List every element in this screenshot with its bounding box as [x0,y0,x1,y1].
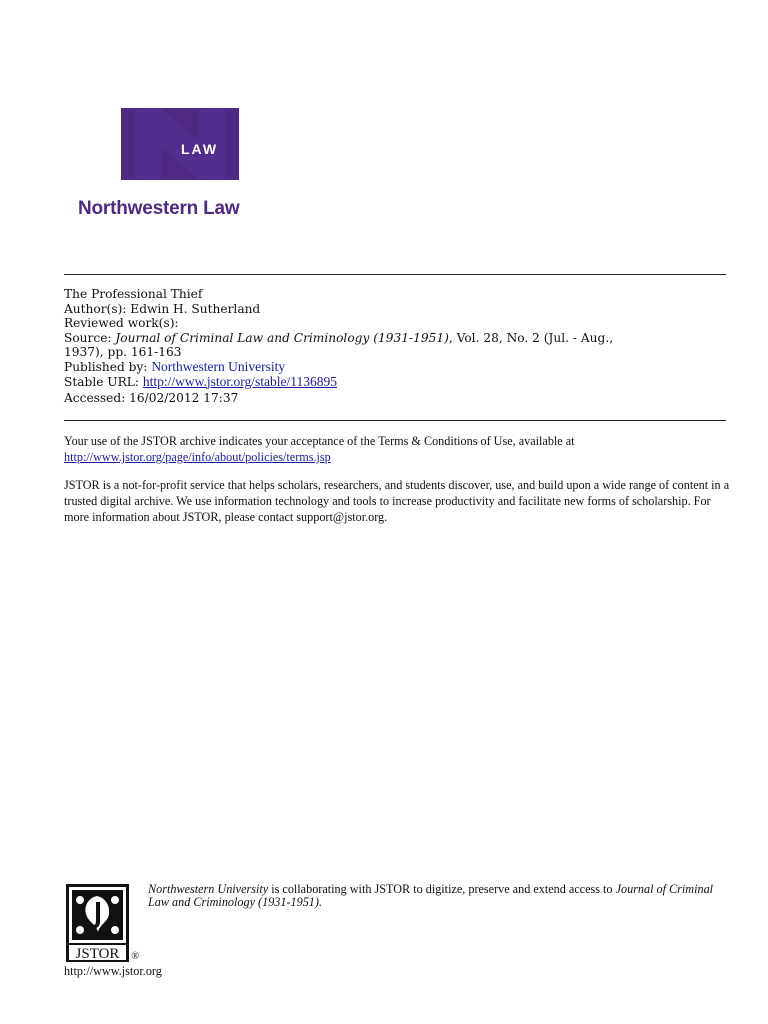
jstor-seal-logo [66,884,139,962]
terms-text: Your use of the JSTOR archive indicates your acceptance of the Terms & Conditions of Use, available at [64,434,575,448]
source-journal: Journal of Criminal Law and Criminology (1931-1951) [115,330,449,345]
collab-journal: Journal of Criminal Law and Criminology (1931-1951) [148,882,714,909]
collaboration-notice [148,883,728,908]
publisher-line [64,360,726,375]
law-mark-text: LAW [181,141,219,157]
jstor-seal-icon [66,884,129,962]
stable-url-line [64,375,726,390]
publisher-link[interactable]: Northwestern University [151,358,286,374]
collab-org: Northwestern University [148,882,269,896]
stable-url-link[interactable]: http://www.jstor.org/stable/1136895 [142,373,337,389]
source-line [64,331,726,346]
logo-wordmark: Northwestern Law [78,198,240,219]
article-authors: Author(s): Edwin H. Sutherland [64,301,261,316]
registered-mark: ® [131,951,139,962]
northwestern-law-logo [78,108,288,220]
jstor-home-link[interactable]: http://www.jstor.org [64,964,162,978]
source-pages: 1937), pp. 161-163 [64,345,182,360]
collab-end: . [318,894,323,909]
article-metadata [64,287,726,406]
terms-link[interactable]: http://www.jstor.org/page/info/about/policies/terms.jsp [64,450,331,464]
bottom-divider [64,420,726,421]
law-n-mark [121,108,239,180]
accessed-date: Accessed: 16/02/2012 17:37 [64,391,239,406]
publisher-label: Published by: [64,359,152,374]
collab-text: is collaborating with JSTOR to digitize, preserve and extend access to [268,882,616,896]
top-divider [64,274,726,275]
source-label: Source: [64,330,116,345]
article-title: The Professional Thief [64,287,203,301]
jstor-about: JSTOR is a not-for-profit service that helps scholars, researchers, and students discover, use, and build upon a wide range of content in a trusted digital archive. We use information technology and tools to increase productivity and facilitate new forms of scholarship. For more information about JSTOR, please contact support@jstor.org. [64,478,730,524]
jstor-seal-text: JSTOR [75,946,120,962]
reviewed-works: Reviewed work(s): [64,316,179,331]
terms-notice [64,433,734,465]
source-volume: , Vol. 28, No. 2 (Jul. - Aug., [448,330,614,345]
n-letter-icon [121,108,239,180]
stable-url-label: Stable URL: [64,374,143,389]
